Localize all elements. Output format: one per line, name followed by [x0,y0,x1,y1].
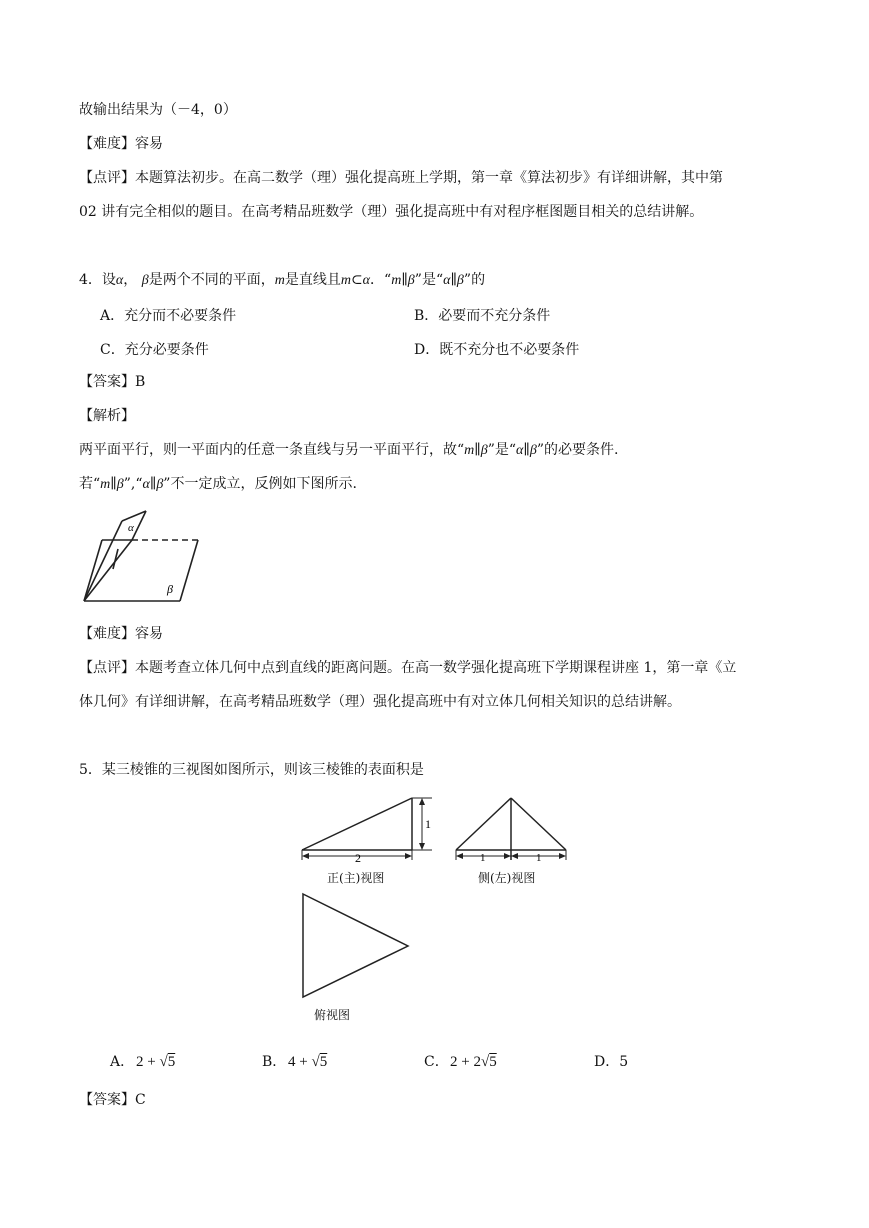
q5-option-d [594,1052,628,1072]
difficulty-value: 容易 [135,626,163,642]
answer-value: C [135,1092,146,1108]
option-text: 必要而不充分条件 [438,308,551,324]
q4-stem-pre: 4．设 [79,272,116,288]
option-letter: B． [262,1054,287,1070]
analysis-math: m∥β [100,477,124,492]
answer-value: B [135,374,146,390]
sqrt-sign-icon: √ [159,1054,168,1070]
q4-analysis-label: 【解析】 [79,408,135,424]
dim-arrow [504,853,511,859]
dim-arrow [559,853,566,859]
analysis-math: α∥β [516,443,537,458]
q4-alpha: α [115,273,124,288]
q4-alpha-par-beta: α∥β [443,273,464,288]
q4-difficulty [79,624,163,644]
output-result-line: 故输出结果为（－4，0） [79,102,237,118]
q4-review-line2: 体几何》有详细讲解，在高考精品班数学（理）强化提高班中有对立体几何相关知识的总结讲解。 [79,694,681,710]
q4-m: m [274,273,285,288]
dim-arrow [405,853,412,859]
option-text: 既不充分也不必要条件 [439,342,580,358]
width-dim-label: 2 [355,851,361,865]
answer-label: 【答案】 [79,1092,135,1108]
option-letter: C． [100,342,125,358]
q5-option-b [262,1052,328,1072]
option-text: 充分必要条件 [124,342,209,358]
q4-stem-mid2: 是直线且 [284,272,341,288]
q4-option-c [100,340,209,360]
q4-stem [79,270,485,291]
q4-analysis-line1 [79,440,618,461]
analysis-text: 两平面平行，则一平面内的任意一条直线与另一平面平行，故“ [79,442,465,458]
sqrt-sign-icon: √ [480,1054,490,1070]
option-expr-radicand: 5 [319,1054,328,1070]
q5-option-a [110,1052,176,1072]
prev-review-line1 [79,168,723,188]
q4-analysis-line2 [79,474,357,495]
q4-beta: β [141,273,149,288]
q5-stem: 5．某三棱锥的三视图如图所示，则该三棱锥的表面积是 [79,762,424,778]
dim-arrow [419,798,425,805]
option-expression: 5 [619,1054,629,1070]
option-text: 充分而不必要条件 [124,308,237,324]
q4-stem-mid4: ”是“ [414,272,444,288]
option-letter: C． [424,1054,449,1070]
q4-m-par-beta: m∥β [391,273,415,288]
option-expression [450,1052,497,1072]
analysis-text: 若“ [79,476,101,492]
front-view-hypotenuse [302,798,412,850]
option-expr-radicand: 5 [167,1054,176,1070]
side-right-dim-label: 1 [536,852,542,864]
q4-stem-mid: 是两个不同的平面， [148,272,275,288]
q5-answer [79,1090,146,1110]
review-label: 【点评】 [79,170,135,186]
alpha-label: α [128,522,134,534]
prev-difficulty [79,134,163,154]
beta-plane-right-edge [180,540,198,601]
dim-arrow [419,843,425,850]
analysis-text: ”不一定成立，反例如下图所示. [163,476,357,492]
option-letter: A． [110,1054,135,1070]
q4-option-a [100,306,236,326]
analysis-text: ”的必要条件. [536,442,619,458]
analysis-math: α∥β [142,477,164,492]
q4-review-line1 [79,658,736,678]
review-text: 本题考查立体几何中点到直线的距离问题。在高一数学强化提高班下学期课程讲座 1，第一章《立 [135,660,737,676]
q4-option-d [414,340,579,360]
option-letter: D． [414,342,440,358]
analysis-text: ”是“ [487,442,517,458]
prev-review-line2: 02 讲有完全相似的题目。在高考精品班数学（理）强化提高班中有对程序框图题目相关的总结讲解。 [79,204,704,220]
difficulty-label: 【难度】 [79,626,135,642]
option-expr-prefix: 4 + [288,1054,312,1070]
side-view-figure [452,794,570,864]
analysis-text: ”,“ [123,476,143,492]
q4-stem-end: ”的 [463,272,486,288]
top-view-caption: 俯视图 [314,1008,351,1022]
q4-answer [79,372,145,392]
option-expression [288,1052,327,1072]
option-expression [136,1052,175,1072]
analysis-math: m∥β [464,443,488,458]
option-expr-prefix: 2 + [136,1054,160,1070]
difficulty-value: 容易 [135,136,163,152]
option-letter: A． [100,308,125,324]
planes-figure [80,505,205,610]
q4-comma: ， [123,272,138,288]
front-view-caption: 正(主)视图 [327,871,385,885]
difficulty-label: 【难度】 [79,136,135,152]
height-dim-label: 1 [425,817,431,831]
front-view-figure [298,794,438,864]
beta-label: β [167,582,173,596]
review-label: 【点评】 [79,660,135,676]
top-view-figure [298,890,414,1002]
q4-option-b [414,306,550,326]
top-view-triangle [303,894,408,997]
option-letter: D． [594,1054,620,1070]
q4-stem-mid3: ．“ [370,272,392,288]
review-text: 本题算法初步。在高二数学（理）强化提高班上学期，第一章《算法初步》有详细讲解，其中第 [135,170,723,186]
q5-option-c [424,1052,497,1072]
side-view-left-edge [456,798,511,850]
side-view-caption: 侧(左)视图 [478,871,536,885]
q4-m-in-alpha: m⊂α [340,273,371,288]
answer-label: 【答案】 [79,374,135,390]
dim-arrow [511,853,518,859]
dim-arrow [456,853,463,859]
option-expr-prefix: 2 + 2 [450,1054,481,1070]
option-expr-radicand: 5 [489,1054,497,1070]
side-view-right-edge [511,798,566,850]
sqrt-sign-icon: √ [311,1054,320,1070]
side-left-dim-label: 1 [480,852,486,864]
dim-arrow [302,853,309,859]
option-letter: B． [414,308,439,324]
